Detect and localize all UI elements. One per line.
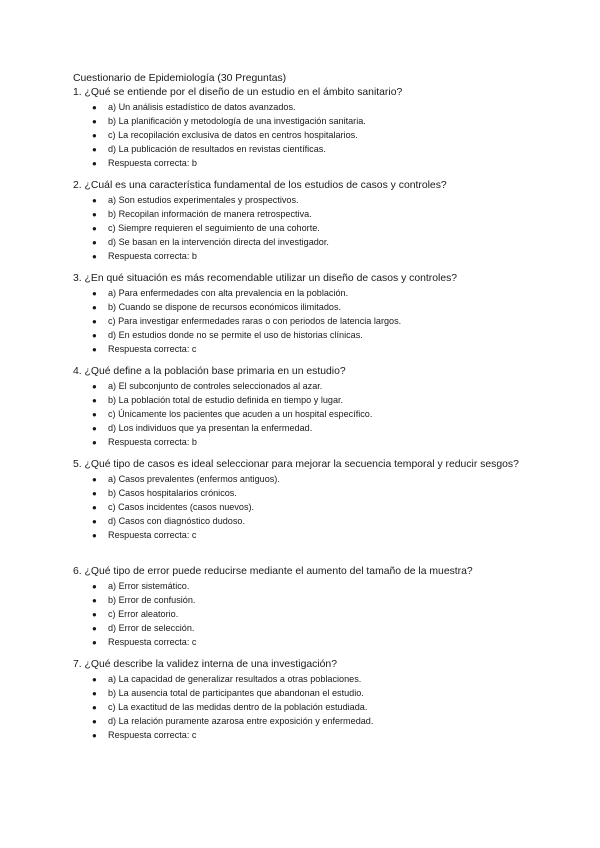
- question-text: 4. ¿Qué define a la población base primaria en un estudio?: [73, 366, 346, 377]
- option-c: ● c) Para investigar enfermedades raras o con periodos de latencia largos.: [73, 315, 533, 329]
- bullet-icon: ●: [92, 609, 97, 619]
- bullet-icon: ●: [92, 144, 97, 154]
- bullet-icon: ●: [92, 158, 97, 168]
- option-c: ● c) Casos incidentes (casos nuevos).: [73, 501, 523, 515]
- question-1: [73, 86, 533, 171]
- bullet-icon: ●: [92, 251, 97, 261]
- option-d: ● d) Casos con diagnóstico dudoso.: [73, 515, 523, 529]
- option-d: ● d) Se basan en la intervención directa del investigador.: [73, 236, 533, 250]
- option-b: ● b) Error de confusión.: [73, 594, 533, 608]
- option-c: ● c) La exactitud de las medidas dentro de la población estudiada.: [73, 701, 533, 715]
- bullet-icon: ●: [92, 395, 97, 405]
- option-a: ● a) Un análisis estadístico de datos avanzados.: [73, 101, 533, 115]
- options-list: [73, 101, 533, 171]
- bullet-icon: ●: [92, 289, 97, 298]
- option-d: ● d) Error de selección.: [73, 622, 533, 636]
- option-d: ● d) Los individuos que ya presentan la enfermedad.: [73, 422, 533, 436]
- option-a: ● a) El subconjunto de controles seleccionados al azar.: [73, 380, 533, 394]
- option-c: ● c) Siempre requieren el seguimiento de una cohorte.: [73, 222, 533, 236]
- options-list: [73, 194, 533, 264]
- bullet-icon: ●: [92, 623, 97, 633]
- option-d: ● d) La publicación de resultados en revistas científicas.: [73, 143, 533, 157]
- correct-answer: ● Respuesta correcta: b: [73, 436, 533, 450]
- bullet-icon: ●: [92, 595, 97, 605]
- option-b: ● b) La población total de estudio definida en tiempo y lugar.: [73, 394, 533, 408]
- question-6: [73, 565, 533, 650]
- option-a: ● a) Error sistemático.: [73, 580, 533, 594]
- correct-answer: ● Respuesta correcta: c: [73, 729, 533, 743]
- correct-answer: ● Respuesta correcta: b: [73, 250, 533, 264]
- bullet-icon: ●: [92, 516, 97, 526]
- question-3: [73, 272, 533, 357]
- bullet-icon: ●: [92, 209, 97, 219]
- correct-answer: ● Respuesta correcta: c: [73, 343, 533, 357]
- option-a: ● a) Son estudios experimentales y prospectivos.: [73, 194, 533, 208]
- bullet-icon: ●: [92, 730, 97, 740]
- options-list: [73, 287, 533, 357]
- options-list: [73, 473, 523, 543]
- bullet-icon: ●: [92, 330, 97, 340]
- question-text: 5. ¿Qué tipo de casos es ideal seleccionar para mejorar la secuencia temporal y reducir sesgos?: [73, 459, 519, 470]
- options-list: [73, 580, 533, 650]
- question-text: 1. ¿Qué se entiende por el diseño de un estudio en el ámbito sanitario?: [73, 87, 403, 98]
- question-text: 6. ¿Qué tipo de error puede reducirse mediante el aumento del tamaño de la muestra?: [73, 566, 473, 577]
- bullet-icon: ●: [92, 488, 97, 498]
- document-title: Cuestionario de Epidemiología (30 Preguntas): [73, 73, 287, 84]
- bullet-icon: ●: [92, 223, 97, 233]
- bullet-icon: ●: [92, 316, 97, 326]
- option-c: ● c) La recopilación exclusiva de datos en centros hospitalarios.: [73, 129, 533, 143]
- bullet-icon: ●: [92, 423, 97, 433]
- question-text: 3. ¿En qué situación es más recomendable utilizar un diseño de casos y controles?: [73, 273, 458, 284]
- option-d: ● d) En estudios donde no se permite el uso de historias clínicas.: [73, 329, 533, 343]
- correct-answer: ● Respuesta correcta: c: [73, 636, 533, 650]
- option-d: ● d) La relación puramente azarosa entre exposición y enfermedad.: [73, 715, 533, 729]
- correct-answer: ● Respuesta correcta: c: [73, 529, 523, 543]
- question-2: [73, 179, 533, 264]
- option-b: ● b) La planificación y metodología de una investigación sanitaria.: [73, 115, 533, 129]
- correct-answer: ● Respuesta correcta: b: [73, 157, 533, 171]
- options-list: [73, 673, 533, 743]
- option-b: ● b) Recopilan información de manera retrospectiva.: [73, 208, 533, 222]
- bullet-icon: ●: [92, 130, 97, 140]
- bullet-icon: ●: [92, 409, 97, 419]
- bullet-icon: ●: [92, 530, 97, 540]
- option-b: ● b) Casos hospitalarios crónicos.: [73, 487, 523, 501]
- option-a: ● a) Para enfermedades con alta prevalencia en la población.: [73, 287, 533, 301]
- bullet-icon: ●: [92, 344, 97, 354]
- bullet-icon: ●: [92, 302, 97, 312]
- question-7: [73, 658, 533, 743]
- bullet-icon: ●: [92, 716, 97, 726]
- bullet-icon: ●: [92, 502, 97, 512]
- bullet-icon: ●: [92, 637, 97, 647]
- bullet-icon: ●: [92, 688, 97, 698]
- question-4: [73, 365, 533, 450]
- option-b: ● b) Cuando se dispone de recursos económicos ilimitados.: [73, 301, 533, 315]
- bullet-icon: ●: [92, 116, 97, 126]
- bullet-icon: ●: [92, 103, 97, 112]
- bullet-icon: ●: [92, 702, 97, 712]
- bullet-icon: ●: [92, 475, 97, 484]
- bullet-icon: ●: [92, 237, 97, 247]
- bullet-icon: ●: [92, 675, 97, 684]
- question-text: 2. ¿Cuál es una característica fundamental de los estudios de casos y controles?: [73, 180, 447, 191]
- question-5: [73, 458, 523, 543]
- option-c: ● c) Error aleatorio.: [73, 608, 533, 622]
- option-c: ● c) Únicamente los pacientes que acuden a un hospital específico.: [73, 408, 533, 422]
- bullet-icon: ●: [92, 437, 97, 447]
- option-a: ● a) Casos prevalentes (enfermos antiguos).: [73, 473, 523, 487]
- option-a: ● a) La capacidad de generalizar resultados a otras poblaciones.: [73, 673, 533, 687]
- bullet-icon: ●: [92, 582, 97, 591]
- bullet-icon: ●: [92, 382, 97, 391]
- option-b: ● b) La ausencia total de participantes que abandonan el estudio.: [73, 687, 533, 701]
- question-text: 7. ¿Qué describe la validez interna de una investigación?: [73, 659, 337, 670]
- options-list: [73, 380, 533, 450]
- bullet-icon: ●: [92, 196, 97, 205]
